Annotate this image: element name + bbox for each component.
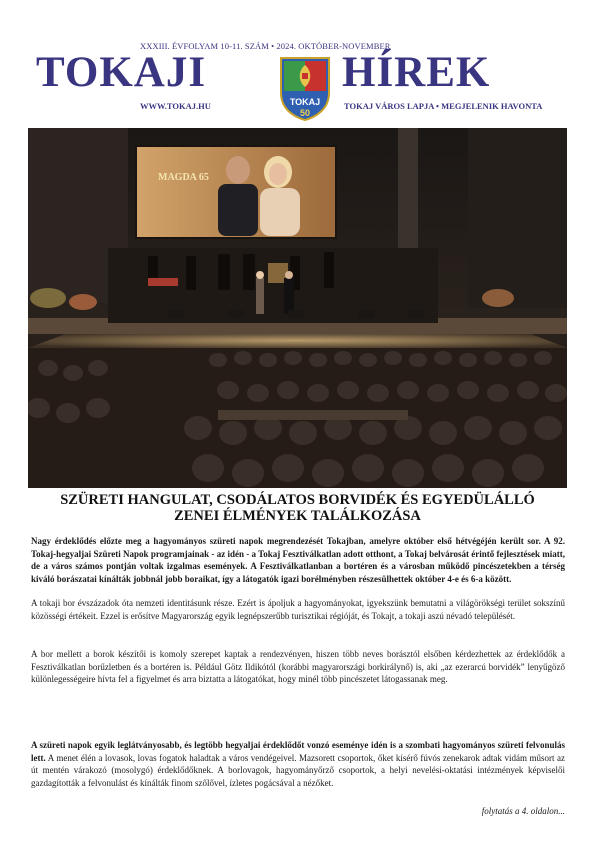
concert-photo bbox=[28, 128, 567, 488]
article-lead: Nagy érdeklődés előzte meg a hagyományos szüreti napok megrendezését Tokajban, amelyre október első hétvégéjén került sor. A 92. Tokaj-hegyaljai Szüreti Napok programjainak - az idén - a Tokaj Fesztiválkatlan adott otthont, a Tokaj belvárosát érintő fejlesztések miatt, de a város számos pontján voltak izgalmas események. A Fesztiválkatlanban a bortéren és a városban működő pincészetekben a térség kiváló borászatai kínálták jobbnál jobb boraikat, így a látogatók igazi borélményben részesülhettek október 4-e és 6-a között. bbox=[31, 536, 565, 584]
article-paragraph-1: A tokaji bor évszázadok óta nemzeti identitásunk része. Ezért is ápoljuk a hagyományokat, igyekszünk bemutatni a világörökségi terület sokszínű közösségi értékeit. Ezzel is erősítve Magyarország egyik legnépszerűbb turisztikai régióját, és Tokajt, a tokaji aszú névadó települését. bbox=[31, 598, 565, 621]
continuation-note[interactable]: folytatás a 4. oldalon... bbox=[481, 806, 565, 816]
issue-line: XXXIII. ÉVFOLYAM 10-11. SZÁM • 2024. OKTÓBER-NOVEMBER bbox=[140, 41, 391, 51]
masthead bbox=[0, 0, 595, 125]
title-hirek: HÍREK bbox=[342, 49, 491, 96]
crest-number: 50 bbox=[299, 108, 311, 118]
article-headline bbox=[28, 492, 567, 524]
headline-line-2: ZENEI ÉLMÉNYEK TALÁLKOZÁSA bbox=[174, 508, 421, 524]
website-link[interactable]: WWW.TOKAJ.HU bbox=[140, 101, 211, 111]
concert-hall-image bbox=[28, 128, 567, 488]
article-paragraph-2: A bor mellett a borok készítői is komoly szerepet kaptak a rendezvényen, hiszen több neves borásztól elsőben kérdezhettek az érdeklődők a Fesztiválkatlan borűzletben és a bortéren is. Például Götz Ildikótól (korábbi magyarországi borkirálynő) is, aki „az ezerarcú borvidék” lenyűgöző különlegességeire hívta fel a figyelmet és arra biztatta a látogatókat, hogy minél több pincészetet látogassanak meg. bbox=[31, 649, 565, 685]
title-tokaji: TOKAJI bbox=[36, 49, 207, 96]
town-crest-icon bbox=[278, 55, 332, 121]
paragraph-3-rest: A menet élén a lovasok, lovas fogatok haladtak a város vendégeivel. Mazsorett csoportok, őket kísérő fúvós zenekarok adtak vidám műsort az út mentén várakozó (mosolygó) érdeklődőknek. A borlovagok, hagyományőrző csoportok, a helyi nevelési-oktatási intézmények képviselői gazdagították a felvonulást és kínálták finom szőlővel, ízletes pogácsával a nézőket. bbox=[31, 752, 565, 788]
paragraph-3-bold: A szüreti napok egyik leglátványosabb, és legtöbb hegyaljai érdeklődőt vonzó eseménye idén is a szombati hagyományos szüreti felvonulás lett. bbox=[31, 740, 565, 763]
headline-line-1: SZÜRETI HANGULAT, CSODÁLATOS BORVIDÉK ÉS EGYEDÜLÁLLÓ bbox=[60, 492, 535, 508]
masthead-subtitle: TOKAJ VÁROS LAPJA • MEGJELENIK HAVONTA bbox=[344, 101, 543, 111]
screen-text: MAGDA 65 bbox=[158, 172, 209, 183]
article-paragraph-3 bbox=[31, 739, 565, 789]
crest-text: TOKAJ bbox=[289, 97, 321, 107]
